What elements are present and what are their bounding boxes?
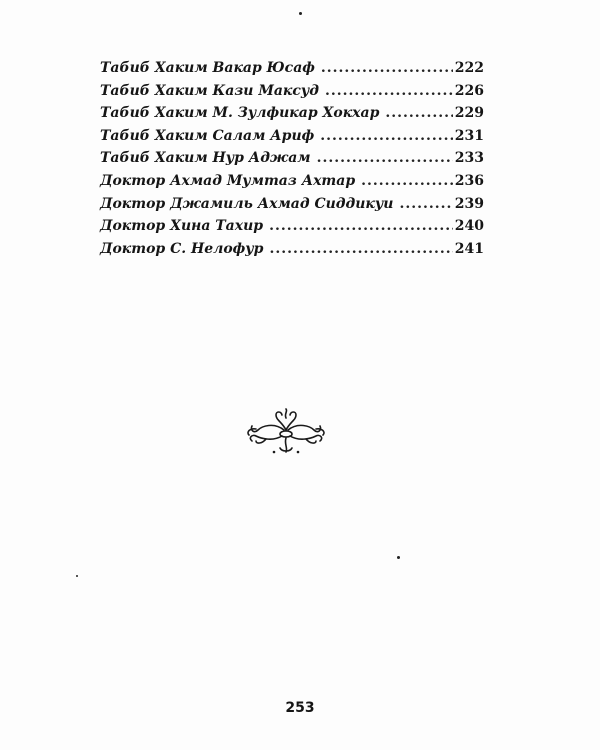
dot-leader — [269, 218, 453, 234]
toc-entry[interactable] — [100, 241, 484, 264]
toc-entry[interactable] — [100, 173, 484, 196]
toc-entry-title: Табиб Хаким Вакар Юсаф — [100, 60, 315, 76]
dot-leader — [361, 173, 453, 189]
toc-entry[interactable] — [100, 218, 484, 241]
toc-entry[interactable] — [100, 105, 484, 128]
dot-leader — [269, 241, 452, 257]
dot-leader — [321, 60, 453, 76]
dot-leader — [317, 150, 453, 166]
toc-entry-page: 222 — [454, 60, 484, 76]
toc-entry-title: Доктор Джамиль Ахмад Сиддикуи — [100, 195, 394, 212]
dot-leader — [320, 128, 453, 144]
print-speck — [397, 556, 400, 559]
table-of-contents — [100, 60, 484, 263]
toc-entry-page: 231 — [454, 127, 484, 144]
toc-entry-page: 233 — [454, 150, 484, 167]
toc-entry-title: Доктор С. Нелофур — [100, 240, 264, 257]
toc-entry-title: Табиб Хаким Кази Максуд — [100, 82, 320, 99]
toc-entry[interactable] — [100, 83, 484, 106]
toc-entry-page: 239 — [454, 195, 484, 212]
dot-leader — [325, 83, 453, 99]
print-speck — [76, 575, 78, 577]
page-number: 253 — [285, 700, 315, 716]
toc-entry-title: Табиб Хаким М. Зулфикар Хокхар — [100, 105, 380, 122]
dot-leader — [399, 196, 452, 212]
toc-entry-title: Табиб Хаким Салам Ариф — [100, 127, 315, 144]
toc-entry[interactable] — [100, 60, 484, 83]
toc-entry[interactable] — [100, 196, 484, 219]
toc-entry[interactable] — [100, 150, 484, 173]
toc-entry-page: 226 — [454, 82, 484, 99]
toc-entry-page: 240 — [454, 218, 484, 235]
dot-leader — [385, 105, 452, 121]
toc-entry-page: 229 — [454, 105, 484, 122]
toc-entry-page: 236 — [454, 172, 484, 189]
print-speck — [299, 12, 302, 15]
toc-entry-title: Табиб Хаким Нур Аджам — [100, 150, 311, 167]
toc-entry[interactable] — [100, 128, 484, 151]
toc-entry-title: Доктор Ахмад Мумтаз Ахтар — [100, 172, 356, 189]
toc-entry-page: 241 — [454, 240, 484, 257]
toc-entry-title: Доктор Хина Тахир — [100, 218, 264, 235]
floral-flourish-icon — [244, 408, 328, 456]
